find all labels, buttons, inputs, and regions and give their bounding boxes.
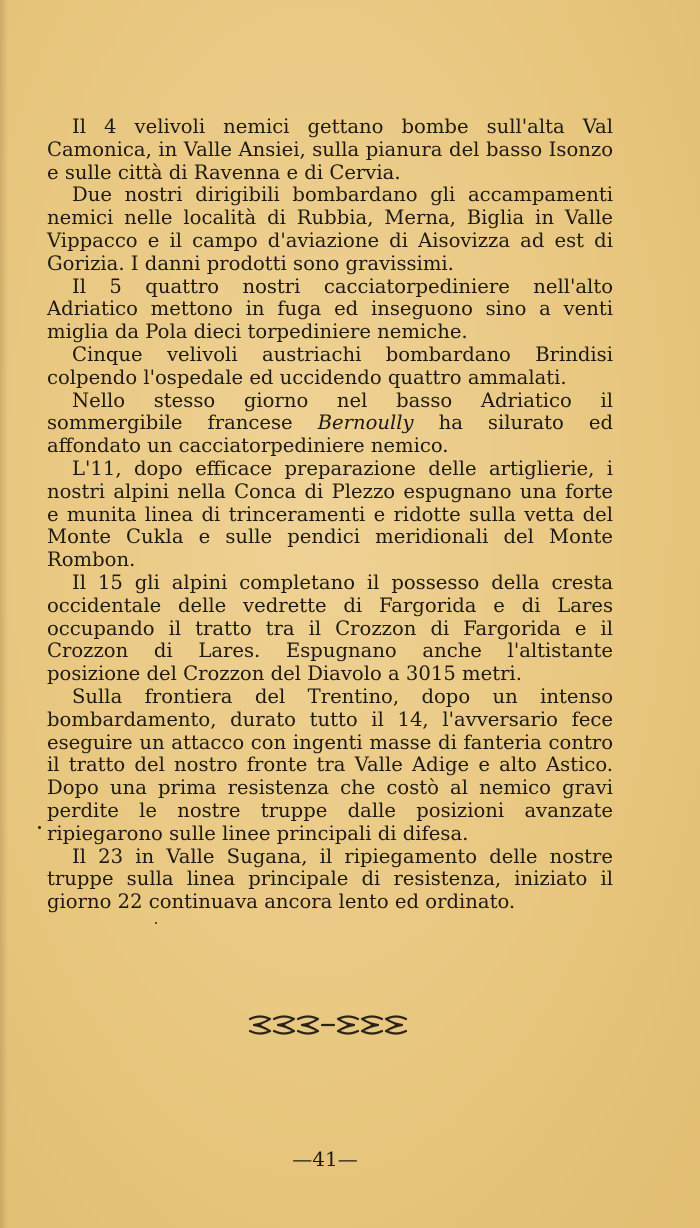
stray-mark bbox=[38, 826, 41, 829]
body-text bbox=[47, 116, 613, 914]
paragraph: Il 15 gli alpini completano il possesso della cresta occidentale delle vedrette di Fargorida e di Lares occupando il tratto tra il Crozzon di Fargorida e il Crozzon di Lares. Espugnano anche l'altistante posizione del Crozzon del Diavolo a 3015 metri. bbox=[47, 570, 613, 686]
stray-mark bbox=[155, 922, 157, 924]
page-edge-shadow bbox=[0, 0, 8, 1228]
page-number: —41— bbox=[292, 1147, 358, 1171]
paragraph: Il 5 quattro nostri cacciatorpediniere nell'alto Adriatico mettono in fuga ed inseguono sino a venti miglia da Pola dieci torpediniere nemiche. bbox=[47, 274, 613, 344]
paragraph-text: ha silurato ed affondato un cacciatorpediniere nemico. bbox=[47, 411, 613, 458]
paragraph: Il 4 velivoli nemici gettano bombe sull'alta Val Camonica, in Valle Ansiei, sulla pianura del basso Isonzo e sulle città di Ravenna e di Cervia. bbox=[47, 115, 613, 184]
paragraph: Due nostri dirigibili bombardano gli accampamenti nemici nelle località di Rubbia, Merna, Biglia in Valle Vippacco e il campo d'aviazione di Aisovizza ad est di Gorizia. I danni prodotti sono gravissimi. bbox=[47, 183, 613, 275]
paragraph: Cinque velivoli austriachi bombardano Brindisi colpendo l'ospedale ed uccidendo quattro ammalati. bbox=[47, 342, 613, 389]
paragraph: Sulla frontiera del Trentino, dopo un intenso bombardamento, durato tutto il 14, l'avversario fece eseguire un attacco con ingenti masse di fanteria contro il tratto del nostro fronte tra Valle Adige e alto Astico. Dopo una prima resistenza che costò al nemico gravi perdite le nostre truppe dalle posizioni avanzate ripiegarono sulle linee principali di difesa. bbox=[47, 684, 613, 845]
paragraph: Il 23 in Valle Sugana, il ripiegamento delle nostre truppe sulla linea principale di resistenza, iniziato il giorno 22 continuava ancora lento ed ordinato. bbox=[47, 844, 613, 914]
paragraph: L'11, dopo efficace preparazione delle artiglierie, i nostri alpini nella Conca di Plezzo espugnano una forte e munita linea di trinceramenti e ridotte sulla vetta del Monte Cukla e sulle pendici meridionali del Monte Rombon. bbox=[47, 456, 613, 572]
ship-name: Bernoully bbox=[317, 411, 414, 435]
paragraph bbox=[47, 390, 613, 458]
decorative-fleuron-icon bbox=[246, 1010, 410, 1040]
paragraph-text: Nello stesso giorno nel basso Adriatico il sommergibile francese bbox=[47, 388, 613, 435]
